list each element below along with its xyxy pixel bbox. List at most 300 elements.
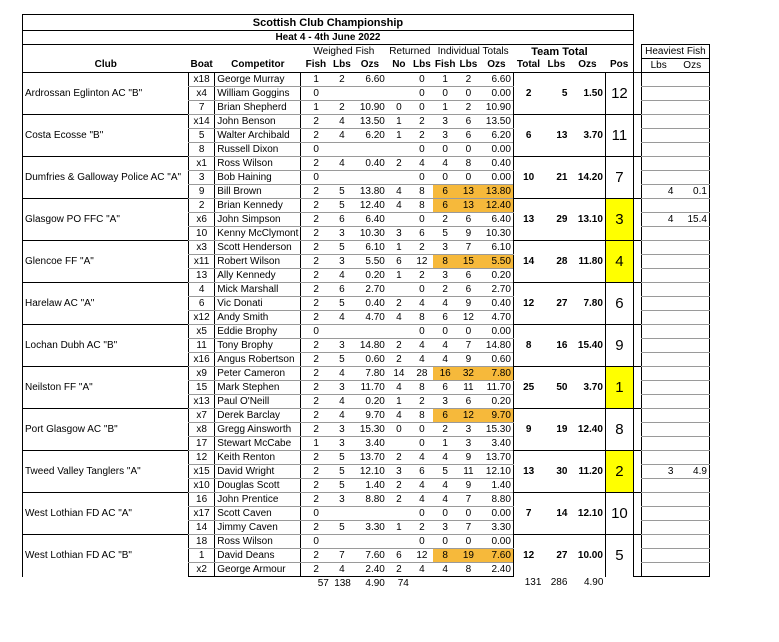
cell-fish: 2: [301, 549, 331, 563]
cell-no: 2: [387, 493, 411, 507]
heaviest-lbs: [641, 283, 675, 297]
cell-lbs: [331, 325, 353, 339]
cell-ozs: 0.20: [353, 395, 387, 409]
cell-boat: 4: [189, 283, 215, 297]
cell-fish: 2: [301, 367, 331, 381]
position: 5: [605, 535, 633, 577]
cell-no: 2: [387, 563, 411, 577]
table-row: [23, 325, 710, 339]
cell-lbs: 5: [331, 185, 353, 199]
cell-ozs: 0.40: [353, 157, 387, 171]
club-name: Tweed Valley Tanglers "A": [23, 451, 189, 493]
cell-comp: Robert Wilson: [215, 255, 301, 269]
cell-no: [387, 507, 411, 521]
cell-ozs: [353, 535, 387, 549]
cell-comp: David Deans: [215, 549, 301, 563]
cell-no: 4: [387, 199, 411, 213]
cell-rlbs: 2: [411, 129, 433, 143]
team-ozs: 10.00: [569, 535, 605, 577]
cell-ozs: 3.30: [353, 521, 387, 535]
cell-boat: 16: [189, 493, 215, 507]
cell-rlbs: 8: [411, 185, 433, 199]
cell-lbs: 3: [331, 381, 353, 395]
cell-comp: Eddie Brophy: [215, 325, 301, 339]
heaviest-ozs: [675, 451, 709, 465]
table-row: [23, 493, 710, 507]
cell-comp: Mick Marshall: [215, 283, 301, 297]
grand-team-ozs: 4.90: [583, 577, 604, 589]
cell-rlbs: 0: [411, 437, 433, 451]
cell-fish: 1: [301, 73, 331, 87]
cell-rlbs: 8: [411, 311, 433, 325]
cell-boat: 12: [189, 451, 215, 465]
heaviest-lbs: 3: [641, 465, 675, 479]
cell-no: 1: [387, 269, 411, 283]
cell-comp: Peter Cameron: [215, 367, 301, 381]
cell-fish: 2: [301, 283, 331, 297]
cell-lbs: 3: [331, 227, 353, 241]
cell-no: 1: [387, 521, 411, 535]
cell-rlbs: 4: [411, 451, 433, 465]
cell-lbs: [331, 507, 353, 521]
cell-ifish: 3: [433, 521, 458, 535]
team-ozs: 12.10: [569, 493, 605, 535]
individual-totals-group: Individual Totals: [437, 45, 509, 57]
heaviest-lbs: [641, 227, 675, 241]
cell-comp: Ross Wilson: [215, 157, 301, 171]
cell-ilbs: 12: [457, 311, 479, 325]
cell-no: 1: [387, 241, 411, 255]
cell-ilbs: 32: [457, 367, 479, 381]
cell-rlbs: 0: [411, 423, 433, 437]
cell-ilbs: 0: [457, 171, 479, 185]
heaviest-ozs: [675, 493, 709, 507]
cell-ilbs: 9: [457, 353, 479, 367]
cell-comp: Mark Stephen: [215, 381, 301, 395]
cell-comp: Douglas Scott: [215, 479, 301, 493]
heaviest-ozs: [675, 227, 709, 241]
heaviest-ozs: [675, 101, 709, 115]
cell-lbs: 5: [331, 479, 353, 493]
cell-ifish: 3: [433, 115, 458, 129]
cell-boat: x2: [189, 563, 215, 577]
team-lbs: 19: [543, 409, 569, 451]
heaviest-ozs: [675, 269, 709, 283]
cell-iozs: 0.00: [479, 87, 513, 101]
cell-comp: William Goggins: [215, 87, 301, 101]
cell-iozs: 3.30: [479, 521, 513, 535]
heaviest-ozs: [675, 479, 709, 493]
cell-comp: Paul O'Neill: [215, 395, 301, 409]
cell-no: [387, 171, 411, 185]
cell-ilbs: 0: [457, 325, 479, 339]
cell-fish: 2: [301, 269, 331, 283]
cell-ozs: 15.30: [353, 423, 387, 437]
cell-ilbs: 6: [457, 395, 479, 409]
cell-fish: 2: [301, 493, 331, 507]
cell-lbs: 3: [331, 339, 353, 353]
heaviest-lbs: [641, 241, 675, 255]
cell-no: [387, 283, 411, 297]
header-boat: Boat: [189, 59, 215, 73]
cell-no: 0: [387, 423, 411, 437]
cell-ozs: 6.40: [353, 213, 387, 227]
table-row: [23, 73, 710, 87]
team-ozs: 14.20: [569, 157, 605, 199]
team-lbs: 13: [543, 115, 569, 157]
heaviest-lbs: [641, 157, 675, 171]
cell-ilbs: 7: [457, 521, 479, 535]
header-heaviest-lbs: Lbs: [641, 59, 675, 73]
cell-ifish: 4: [433, 353, 458, 367]
club-name: Ardrossan Eglinton AC "B": [23, 73, 189, 115]
cell-ilbs: 2: [457, 101, 479, 115]
header-team-lbs: Lbs: [543, 59, 569, 73]
cell-ozs: 1.40: [353, 479, 387, 493]
cell-iozs: 13.70: [479, 451, 513, 465]
heaviest-lbs: [641, 423, 675, 437]
cell-ifish: 6: [433, 409, 458, 423]
cell-ilbs: 7: [457, 493, 479, 507]
cell-ilbs: 6: [457, 115, 479, 129]
heaviest-ozs: [675, 353, 709, 367]
cell-ifish: 3: [433, 241, 458, 255]
cell-ilbs: 0: [457, 507, 479, 521]
cell-fish: 0: [301, 171, 331, 185]
cell-boat: x6: [189, 213, 215, 227]
cell-fish: 2: [301, 479, 331, 493]
team-ozs: 1.50: [569, 73, 605, 115]
heaviest-lbs: [641, 87, 675, 101]
cell-comp: Tony Brophy: [215, 339, 301, 353]
heaviest-ozs: [675, 507, 709, 521]
cell-comp: George Armour: [215, 563, 301, 577]
cell-comp: Brian Kennedy: [215, 199, 301, 213]
cell-ozs: 12.40: [353, 199, 387, 213]
heaviest-ozs: [675, 143, 709, 157]
cell-boat: x17: [189, 507, 215, 521]
cell-no: [387, 325, 411, 339]
cell-ifish: 3: [433, 395, 458, 409]
heaviest-lbs: [641, 269, 675, 283]
team-total: 12: [513, 283, 543, 325]
cell-boat: 13: [189, 269, 215, 283]
cell-ifish: 4: [433, 493, 458, 507]
cell-boat: 2: [189, 199, 215, 213]
heaviest-ozs: [675, 297, 709, 311]
cell-iozs: 5.50: [479, 255, 513, 269]
club-name: Dumfries & Galloway Police AC "A": [23, 157, 189, 199]
cell-ozs: 10.30: [353, 227, 387, 241]
heaviest-lbs: [641, 535, 675, 549]
cell-boat: x10: [189, 479, 215, 493]
cell-ifish: 0: [433, 87, 458, 101]
cell-iozs: 0.00: [479, 171, 513, 185]
cell-ifish: 4: [433, 479, 458, 493]
heaviest-ozs: [675, 283, 709, 297]
heaviest-lbs: [641, 437, 675, 451]
weighed-fish-group: Weighed Fish: [313, 45, 375, 57]
cell-lbs: 5: [331, 465, 353, 479]
cell-ozs: [353, 171, 387, 185]
cell-rlbs: 6: [411, 227, 433, 241]
cell-lbs: 6: [331, 213, 353, 227]
team-ozs: 13.10: [569, 199, 605, 241]
cell-comp: George Murray: [215, 73, 301, 87]
cell-fish: 2: [301, 353, 331, 367]
heaviest-lbs: [641, 409, 675, 423]
cell-ozs: 6.10: [353, 241, 387, 255]
cell-ifish: 4: [433, 563, 458, 577]
cell-no: 4: [387, 311, 411, 325]
cell-no: 3: [387, 227, 411, 241]
cell-comp: Scott Caven: [215, 507, 301, 521]
header-ind-fish: Fish: [433, 59, 458, 73]
team-total: 2: [513, 73, 543, 115]
heaviest-lbs: [641, 199, 675, 213]
cell-boat: x12: [189, 311, 215, 325]
sheet-title: Scottish Club Championship: [23, 15, 634, 31]
cell-comp: John Benson: [215, 115, 301, 129]
cell-rlbs: 8: [411, 381, 433, 395]
cell-no: 3: [387, 465, 411, 479]
cell-rlbs: 0: [411, 507, 433, 521]
cell-ozs: 9.70: [353, 409, 387, 423]
cell-comp: Keith Renton: [215, 451, 301, 465]
cell-ozs: 3.40: [353, 437, 387, 451]
cell-rlbs: 0: [411, 143, 433, 157]
cell-comp: Walter Archibald: [215, 129, 301, 143]
heaviest-ozs: [675, 241, 709, 255]
cell-ozs: 4.70: [353, 311, 387, 325]
cell-rlbs: 2: [411, 269, 433, 283]
club-name: Glencoe FF "A": [23, 241, 189, 283]
cell-fish: 2: [301, 423, 331, 437]
cell-boat: 5: [189, 129, 215, 143]
heaviest-lbs: [641, 339, 675, 353]
position: 8: [605, 409, 633, 451]
cell-iozs: 0.00: [479, 143, 513, 157]
heaviest-ozs: [675, 115, 709, 129]
cell-ozs: 0.60: [353, 353, 387, 367]
team-ozs: 3.70: [569, 115, 605, 157]
team-total: 14: [513, 241, 543, 283]
cell-no: [387, 87, 411, 101]
cell-boat: x4: [189, 87, 215, 101]
cell-rlbs: 0: [411, 101, 433, 115]
cell-lbs: 3: [331, 493, 353, 507]
cell-fish: 2: [301, 381, 331, 395]
cell-boat: 15: [189, 381, 215, 395]
position: 10: [605, 493, 633, 535]
cell-lbs: 4: [331, 311, 353, 325]
position: 7: [605, 157, 633, 199]
cell-comp: David Wright: [215, 465, 301, 479]
cell-ilbs: 8: [457, 157, 479, 171]
cell-rlbs: 0: [411, 283, 433, 297]
position: 1: [605, 367, 633, 409]
cell-iozs: 10.30: [479, 227, 513, 241]
cell-boat: x3: [189, 241, 215, 255]
heaviest-lbs: [641, 381, 675, 395]
header-fish: Fish: [301, 59, 331, 73]
cell-boat: x7: [189, 409, 215, 423]
cell-fish: 0: [301, 507, 331, 521]
grand-total-returned: 74: [397, 577, 409, 589]
cell-fish: 2: [301, 157, 331, 171]
cell-ilbs: 7: [457, 241, 479, 255]
position: 11: [605, 115, 633, 157]
team-lbs: 14: [543, 493, 569, 535]
cell-fish: 2: [301, 199, 331, 213]
position: 4: [605, 241, 633, 283]
team-ozs: 7.80: [569, 283, 605, 325]
team-ozs: 15.40: [569, 325, 605, 367]
cell-ozs: 10.90: [353, 101, 387, 115]
cell-ilbs: 3: [457, 437, 479, 451]
cell-no: 2: [387, 479, 411, 493]
cell-no: 4: [387, 185, 411, 199]
cell-comp: Kenny McClymont: [215, 227, 301, 241]
cell-comp: Angus Robertson: [215, 353, 301, 367]
cell-boat: x18: [189, 73, 215, 87]
heaviest-lbs: [641, 507, 675, 521]
heaviest-lbs: [641, 297, 675, 311]
table-row: [23, 199, 710, 213]
grand-total-fish: 57: [317, 577, 329, 589]
cell-ozs: 7.80: [353, 367, 387, 381]
cell-ilbs: 6: [457, 283, 479, 297]
team-total: 8: [513, 325, 543, 367]
grand-total-lbs: 138: [334, 577, 351, 589]
heaviest-lbs: [641, 115, 675, 129]
table-row: [23, 115, 710, 129]
cell-lbs: 2: [331, 73, 353, 87]
cell-ilbs: 9: [457, 297, 479, 311]
cell-ifish: 4: [433, 451, 458, 465]
cell-iozs: 6.40: [479, 213, 513, 227]
cell-fish: 1: [301, 437, 331, 451]
header-ozs: Ozs: [353, 59, 387, 73]
cell-rlbs: 4: [411, 339, 433, 353]
cell-no: 4: [387, 381, 411, 395]
cell-iozs: 12.40: [479, 199, 513, 213]
heaviest-fish-group: Heaviest Fish: [641, 45, 709, 59]
cell-rlbs: 4: [411, 353, 433, 367]
cell-iozs: 7.80: [479, 367, 513, 381]
cell-ifish: 2: [433, 213, 458, 227]
team-lbs: 21: [543, 157, 569, 199]
cell-iozs: 9.70: [479, 409, 513, 423]
cell-rlbs: 0: [411, 325, 433, 339]
cell-no: 0: [387, 101, 411, 115]
team-lbs: 28: [543, 241, 569, 283]
cell-ifish: 4: [433, 339, 458, 353]
cell-lbs: 4: [331, 269, 353, 283]
cell-ozs: 6.20: [353, 129, 387, 143]
cell-lbs: 4: [331, 115, 353, 129]
heaviest-lbs: [641, 395, 675, 409]
cell-rlbs: 2: [411, 241, 433, 255]
table-row: [23, 535, 710, 549]
cell-lbs: 3: [331, 437, 353, 451]
cell-fish: 2: [301, 185, 331, 199]
cell-iozs: 0.60: [479, 353, 513, 367]
cell-lbs: 5: [331, 199, 353, 213]
cell-ifish: 0: [433, 535, 458, 549]
position: 9: [605, 325, 633, 367]
cell-iozs: 6.20: [479, 129, 513, 143]
cell-ilbs: 11: [457, 465, 479, 479]
cell-ifish: 0: [433, 171, 458, 185]
cell-ozs: 7.60: [353, 549, 387, 563]
heaviest-ozs: [675, 87, 709, 101]
cell-ifish: 6: [433, 311, 458, 325]
cell-rlbs: 2: [411, 395, 433, 409]
team-lbs: 5: [543, 73, 569, 115]
heaviest-ozs: [675, 535, 709, 549]
cell-ozs: 12.10: [353, 465, 387, 479]
cell-fish: 2: [301, 297, 331, 311]
cell-ilbs: 12: [457, 409, 479, 423]
heaviest-lbs: [641, 521, 675, 535]
heaviest-ozs: [675, 311, 709, 325]
cell-ifish: 8: [433, 549, 458, 563]
heaviest-lbs: 4: [641, 185, 675, 199]
position: 6: [605, 283, 633, 325]
cell-iozs: 13.50: [479, 115, 513, 129]
cell-boat: x5: [189, 325, 215, 339]
cell-ifish: 1: [433, 101, 458, 115]
cell-ifish: 8: [433, 255, 458, 269]
cell-lbs: 5: [331, 241, 353, 255]
team-total: 12: [513, 535, 543, 577]
cell-lbs: 4: [331, 409, 353, 423]
cell-boat: x13: [189, 395, 215, 409]
heaviest-ozs: [675, 73, 709, 87]
club-name: West Lothian FD AC "A": [23, 493, 189, 535]
team-total: 9: [513, 409, 543, 451]
cell-comp: Gregg Ainsworth: [215, 423, 301, 437]
heaviest-ozs: [675, 339, 709, 353]
cell-lbs: 5: [331, 353, 353, 367]
cell-ilbs: 6: [457, 269, 479, 283]
table-row: [23, 451, 710, 465]
cell-rlbs: 4: [411, 297, 433, 311]
cell-fish: 2: [301, 395, 331, 409]
cell-comp: Ross Wilson: [215, 535, 301, 549]
cell-rlbs: 2: [411, 115, 433, 129]
cell-ifish: 0: [433, 507, 458, 521]
cell-no: 14: [387, 367, 411, 381]
cell-ozs: 5.50: [353, 255, 387, 269]
table-row: [23, 283, 710, 297]
cell-comp: Stewart McCabe: [215, 437, 301, 451]
cell-ilbs: 9: [457, 479, 479, 493]
cell-iozs: 2.70: [479, 283, 513, 297]
cell-boat: 6: [189, 297, 215, 311]
cell-iozs: 13.80: [479, 185, 513, 199]
cell-comp: Brian Shepherd: [215, 101, 301, 115]
heaviest-ozs: [675, 409, 709, 423]
cell-iozs: 15.30: [479, 423, 513, 437]
cell-boat: x9: [189, 367, 215, 381]
cell-ifish: 16: [433, 367, 458, 381]
cell-ilbs: 7: [457, 339, 479, 353]
cell-ifish: 6: [433, 199, 458, 213]
cell-lbs: 5: [331, 521, 353, 535]
cell-no: [387, 73, 411, 87]
